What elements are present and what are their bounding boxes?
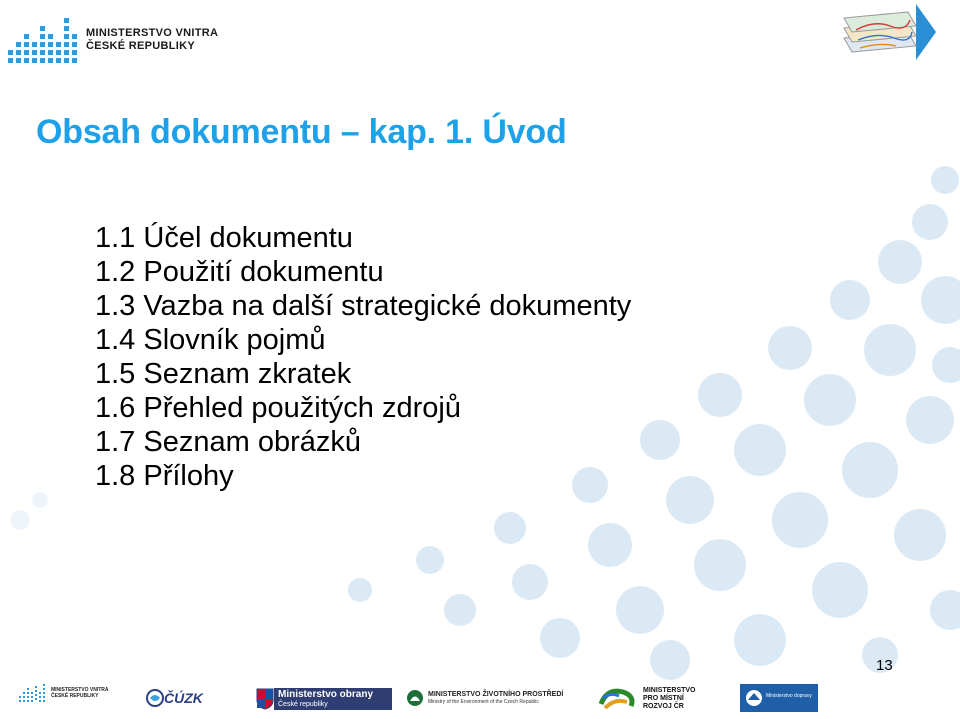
footer-logo-environment: [406, 689, 563, 707]
environment-emblem-icon: [406, 689, 424, 707]
footer-logo-mvcr: [18, 682, 109, 704]
mmr-line3: ROZVOJ ČR: [643, 703, 684, 710]
footer-logos: [0, 680, 960, 719]
toc-item: 1.6 Přehled použitých zdrojů: [95, 392, 461, 424]
mvcr-header-text: [86, 27, 218, 53]
obrany-line2: České republiky: [278, 701, 328, 708]
org-name-line2: ČESKÉ REPUBLIKY: [86, 40, 196, 52]
toc-item: 1.2 Použití dokumentu: [95, 256, 384, 288]
mmr-line2: PRO MÍSTNÍ: [643, 695, 684, 702]
environment-text: [428, 690, 563, 706]
czech-coat-of-arms-icon: [256, 688, 274, 710]
cuzk-label: ČÚZK: [164, 690, 203, 706]
org-name-line1: MINISTERSTVO VNITRA: [86, 27, 219, 39]
doprava-box: [740, 684, 818, 712]
doprava-emblem-icon: [744, 688, 764, 708]
toc-item: 1.4 Slovník pojmů: [95, 324, 326, 356]
toc-item: 1.3 Vazba na další strategické dokumenty: [95, 290, 632, 322]
footer-mvcr-line1: MINISTERSTVO VNITRA: [51, 687, 109, 693]
footer-logo-obrany: [256, 688, 392, 710]
table-of-contents: [95, 221, 631, 493]
map-layers-icon: [838, 2, 938, 66]
doprava-label: Ministerstvo dopravy: [766, 693, 812, 699]
page-number: 13: [876, 657, 893, 674]
footer-mvcr-line2: ČESKÉ REPUBLIKY: [51, 693, 99, 699]
mvcr-small-icon: [18, 682, 48, 704]
footer-logo-doprava: [740, 684, 818, 712]
mvcr-header-logo: [6, 12, 218, 68]
page-title: Obsah dokumentu – kap. 1. Úvod: [36, 113, 567, 151]
obrany-line1: Ministerstvo obrany: [278, 689, 374, 700]
footer-logo-cuzk: [146, 689, 203, 707]
mmr-swirl-icon: [597, 684, 639, 714]
toc-item: 1.1 Účel dokumentu: [95, 222, 353, 254]
toc-item: 1.7 Seznam obrázků: [95, 426, 361, 458]
env-line2: Ministry of the Environment of the Czech Republic: [428, 699, 539, 705]
toc-item: 1.8 Přílohy: [95, 460, 234, 492]
env-line1: MINISTERSTVO ŽIVOTNÍHO PROSTŘEDÍ: [428, 691, 564, 698]
footer-logo-mmr: [597, 684, 696, 714]
mmr-line1: MINISTERSTVO: [643, 687, 696, 694]
cuzk-emblem-icon: [146, 689, 164, 707]
toc-item: 1.5 Seznam zkratek: [95, 358, 352, 390]
obrany-box: [274, 688, 392, 710]
mmr-text: [643, 687, 696, 711]
mvcr-dot-grid-icon: [6, 12, 78, 68]
